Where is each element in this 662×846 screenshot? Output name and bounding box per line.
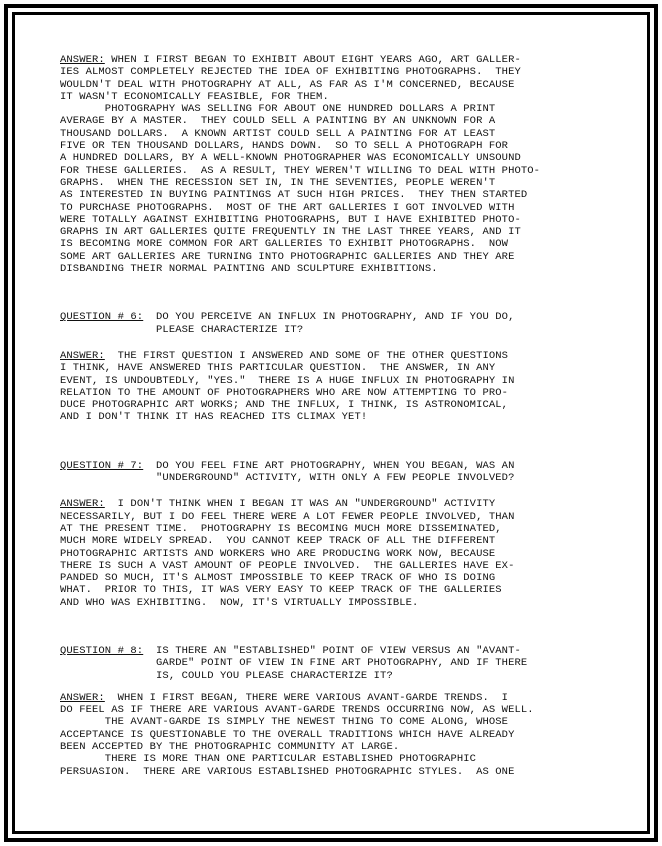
answer-block-5 <box>60 54 620 275</box>
answer-line: IS BECOMING MORE COMMON FOR ART GALLERIES TO EXHIBIT PHOTOGRAPHS. NOW <box>60 238 509 251</box>
section-gap <box>60 484 620 498</box>
answer-label: ANSWER: <box>60 498 105 511</box>
answer-line: NECESSARILY, BUT I DO FEEL THERE WERE A LOT FEWER PEOPLE INVOLVED, THAN <box>60 510 515 523</box>
question-line: PLEASE CHARACTERIZE IT? <box>60 323 304 336</box>
answer-block-7 <box>60 498 620 609</box>
answer-line: THOUSAND DOLLARS. A KNOWN ARTIST COULD SELL A PAINTING FOR AT LEAST <box>60 127 496 140</box>
question-line: QUESTION # 8: IS THERE AN "ESTABLISHED" POINT OF VIEW VERSUS AN "AVANT- <box>60 644 521 657</box>
question-line: GARDE" POINT OF VIEW IN FINE ART PHOTOGRAPHY, AND IF THERE <box>60 657 528 670</box>
answer-line: ANSWER: WHEN I FIRST BEGAN TO EXHIBIT ABOUT EIGHT YEARS AGO, ART GALLER- <box>60 54 521 66</box>
answer-line: THE AVANT-GARDE IS SIMPLY THE NEWEST THING TO COME ALONG, WHOSE <box>60 716 509 729</box>
answer-line: SOME ART GALLERIES ARE TURNING INTO PHOTOGRAPHIC GALLERIES AND THEY ARE <box>60 250 515 263</box>
answer-line: ANSWER: I DON'T THINK WHEN I BEGAN IT WAS AN "UNDERGROUND" ACTIVITY <box>60 498 496 511</box>
section-gap <box>60 682 620 692</box>
question-line: QUESTION # 7: DO YOU FEEL FINE ART PHOTOGRAPHY, WHEN YOU BEGAN, WAS AN <box>60 459 515 472</box>
question-block-7 <box>60 460 620 485</box>
section-gap <box>60 275 620 311</box>
answer-line: THERE IS SUCH A VAST AMOUNT OF PEOPLE INVOLVED. THE GALLERIES HAVE EX- <box>60 559 515 572</box>
answer-line: IT WASN'T ECONOMICALLY FEASIBLE, FOR THEM. <box>60 90 329 103</box>
question-block-8 <box>60 645 620 682</box>
answer-line: DUCE PHOTOGRAPHIC ART WORKS; AND THE INFLUX, I THINK, IS ASTRONOMICAL, <box>60 399 509 412</box>
question-label: QUESTION # 6: <box>60 311 144 324</box>
answer-line: A HUNDRED DOLLARS, BY A WELL-KNOWN PHOTOGRAPHER WAS ECONOMICALLY UNSOUND <box>60 152 521 165</box>
answer-line: GRAPHS IN ART GALLERIES QUITE FREQUENTLY IN THE LAST THREE YEARS, AND IT <box>60 226 521 239</box>
section-gap <box>60 424 620 460</box>
answer-line: ACCEPTANCE IS QUESTIONABLE TO THE OVERALL TRADITIONS WHICH HAVE ALREADY <box>60 728 515 741</box>
answer-line: FOR THESE GALLERIES. AS A RESULT, THEY WEREN'T WILLING TO DEAL WITH PHOTO- <box>60 164 541 177</box>
answer-line: WHAT. PRIOR TO THIS, IT WAS VERY EASY TO KEEP TRACK OF THE GALLERIES <box>60 584 502 597</box>
answer-line: PERSUASION. THERE ARE VARIOUS ESTABLISHED PHOTOGRAPHIC STYLES. AS ONE <box>60 765 515 778</box>
answer-line: MUCH MORE WIDELY SPREAD. YOU CANNOT KEEP TRACK OF ALL THE DIFFERENT <box>60 535 496 548</box>
answer-line: ANSWER: WHEN I FIRST BEGAN, THERE WERE VARIOUS AVANT-GARDE TRENDS. I <box>60 691 509 704</box>
answer-line: ANSWER: THE FIRST QUESTION I ANSWERED AND SOME OF THE OTHER QUESTIONS <box>60 349 509 362</box>
answer-line: PHOTOGRAPHY WAS SELLING FOR ABOUT ONE HUNDRED DOLLARS A PRINT <box>60 103 496 116</box>
answer-line: DO FEEL AS IF THERE ARE VARIOUS AVANT-GARDE TRENDS OCCURRING NOW, AS WELL. <box>60 704 534 717</box>
answer-line: AVERAGE BY A MASTER. THEY COULD SELL A PAINTING BY AN UNKNOWN FOR A <box>60 115 496 128</box>
answer-label: ANSWER: <box>60 349 105 362</box>
section-gap <box>60 336 620 350</box>
answer-line: EVENT, IS UNDOUBTEDLY, "YES." THERE IS A HUGE INFLUX IN PHOTOGRAPHY IN <box>60 374 515 387</box>
question-block-6 <box>60 311 620 336</box>
answer-label: ANSWER: <box>60 54 105 66</box>
section-gap <box>60 609 620 645</box>
answer-line: RELATION TO THE AMOUNT OF PHOTOGRAPHERS WHO ARE NOW ATTEMPTING TO PRO- <box>60 386 509 399</box>
answer-line: TO PURCHASE PHOTOGRAPHS. MOST OF THE ART GALLERIES I GOT INVOLVED WITH <box>60 201 515 214</box>
question-line: QUESTION # 6: DO YOU PERCEIVE AN INFLUX IN PHOTOGRAPHY, AND IF YOU DO, <box>60 311 515 324</box>
answer-line: AS INTERESTED IN BUYING PAINTINGS AT SUCH HIGH PRICES. THEY THEN STARTED <box>60 189 528 202</box>
answer-line: THERE IS MORE THAN ONE PARTICULAR ESTABLISHED PHOTOGRAPHIC <box>60 753 477 766</box>
answer-line: AT THE PRESENT TIME. PHOTOGRAPHY IS BECOMING MUCH MORE DISSEMINATED, <box>60 522 502 535</box>
answer-line: IES ALMOST COMPLETELY REJECTED THE IDEA OF EXHIBITING PHOTOGRAPHS. THEY <box>60 66 521 79</box>
answer-line: I THINK, HAVE ANSWERED THIS PARTICULAR QUESTION. THE ANSWER, IN ANY <box>60 362 496 375</box>
question-label: QUESTION # 7: <box>60 459 144 472</box>
answer-line: DISBANDING THEIR NORMAL PAINTING AND SCULPTURE EXHIBITIONS. <box>60 263 438 276</box>
answer-line: PANDED SO MUCH, IT'S ALMOST IMPOSSIBLE TO KEEP TRACK OF WHO IS DOING <box>60 572 496 585</box>
answer-line: WERE TOTALLY AGAINST EXHIBITING PHOTOGRAPHS, BUT I HAVE EXHIBITED PHOTO- <box>60 213 521 226</box>
answer-label: ANSWER: <box>60 691 105 704</box>
answer-line: AND WHO WAS EXHIBITING. NOW, IT'S VIRTUALLY IMPOSSIBLE. <box>60 596 419 609</box>
answer-line: FIVE OR TEN THOUSAND DOLLARS, HANDS DOWN. SO TO SELL A PHOTOGRAPH FOR <box>60 140 509 153</box>
answer-line: GRAPHS. WHEN THE RECESSION SET IN, IN THE SEVENTIES, PEOPLE WEREN'T <box>60 176 496 189</box>
document-page <box>60 54 620 778</box>
question-line: IS, COULD YOU PLEASE CHARACTERIZE IT? <box>60 669 393 682</box>
answer-line: AND I DON'T THINK IT HAS REACHED ITS CLIMAX YET! <box>60 411 368 424</box>
answer-line: PHOTOGRAPHIC ARTISTS AND WORKERS WHO ARE PRODUCING WORK NOW, BECAUSE <box>60 547 496 560</box>
answer-line: WOULDN'T DEAL WITH PHOTOGRAPHY AT ALL, AS FAR AS I'M CONCERNED, BECAUSE <box>60 78 515 91</box>
question-label: QUESTION # 8: <box>60 644 144 657</box>
answer-block-6 <box>60 350 620 424</box>
answer-block-8 <box>60 692 620 778</box>
question-line: "UNDERGROUND" ACTIVITY, WITH ONLY A FEW PEOPLE INVOLVED? <box>60 472 515 485</box>
answer-line: BEEN ACCEPTED BY THE PHOTOGRAPHIC COMMUNITY AT LARGE. <box>60 741 400 754</box>
